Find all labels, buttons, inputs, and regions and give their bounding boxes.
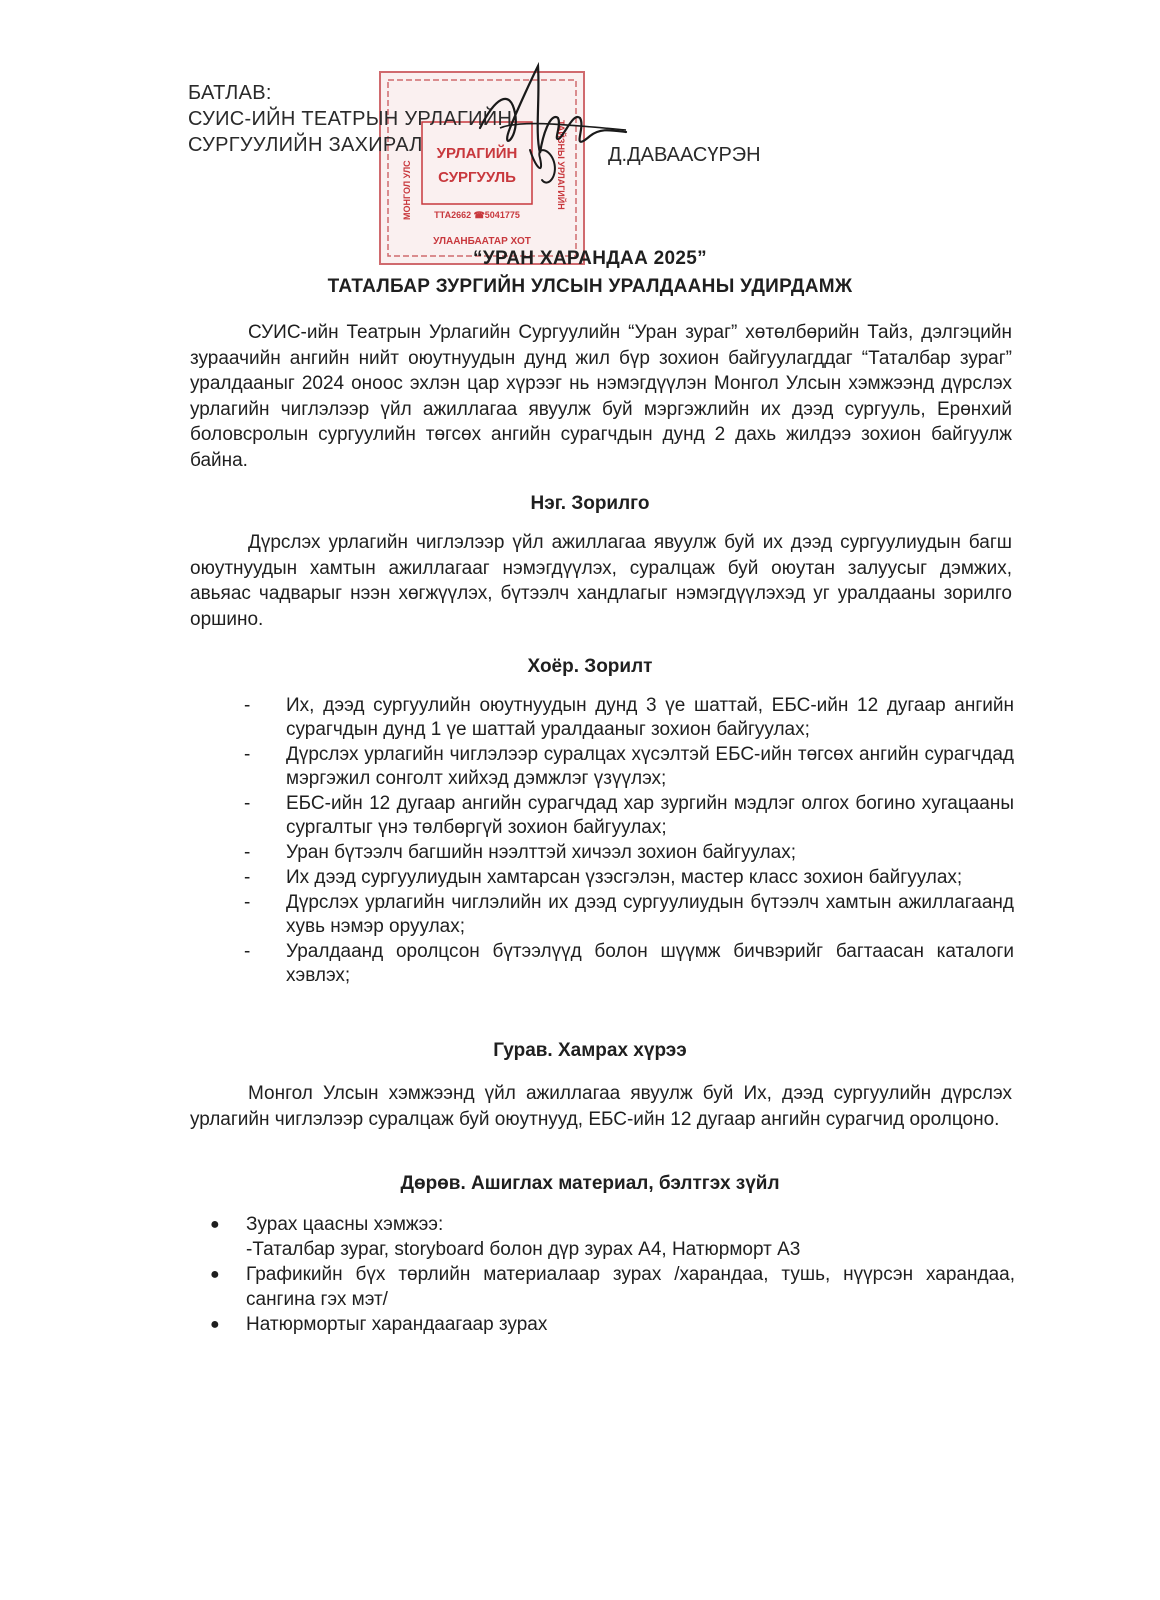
objectives-list bbox=[244, 694, 1014, 989]
bullet-icon: ● bbox=[210, 1316, 220, 1333]
approval-position: СУРГУУЛИЙН ЗАХИРАЛ bbox=[188, 134, 423, 156]
bullet-icon: ● bbox=[210, 1266, 220, 1283]
intro-paragraph: СУИС-ийн Театрын Урлагийн Сургуулийн “Уран зураг” хөтөлбөрийн Тайз, дэлгэцийн зураачийн ангийн нийт оюутнуудын дунд жил бүр зохион байгуулагддаг “Таталбар зураг” уралдааныг 2024 оноос эхлэн цар хүрээг нь нэмэгдүүлэн Монгол Улсын хэмжээнд дүрслэх урлагийн чиглэлээр үйл ажиллагаа явуулж буй мэргэжлийн их дээд сургууль, Ерөнхий боловсролын сургуулийн төгсөх ангийн сурагчдын дунд 2 дахь жилдээ зохион байгуулж байна. bbox=[190, 322, 1012, 471]
stamp-line1: УРЛАГИЙН bbox=[436, 145, 518, 162]
section3-paragraph: Монгол Улсын хэмжээнд үйл ажиллагаа явуулж буй Их, дээд сургуулийн дүрслэх урлагийн чиглэлээр суралцаж буй оюутнууд, ЕБС-ийн 12 дугаар ангийн сурагчид оролцоно. bbox=[190, 1083, 1012, 1130]
document-title-line2: ТАТАЛБАР ЗУРГИЙН УЛСЫН УРАЛДААНЫ УДИРДАМЖ bbox=[327, 276, 853, 297]
list-item: - Их дээд сургуулиудын хамтарсан үзэсгэлэн, мастер класс зохион байгуулах; bbox=[244, 867, 963, 888]
section1-paragraph: Дүрслэх урлагийн чиглэлээр үйл ажиллагаа явуулж буй их дээд сургуулиудын багш оюутнуудын хамтын ажиллагааг нэмэгдүүлэх, суралцаж буй оюутан залуусыг дэмжих, авьяас чадварыг нээн хөгжүүлэх, бүтээлч хандлагыг нэмэгдүүлэхэд уг уралдааны зорилго оршино. bbox=[190, 532, 1012, 630]
list-item: - ЕБС-ийн 12 дугаар ангийн сурагчдад хар зургийн мэдлэг олгох богино хугацааны сургалтыг үнэ төлбөргүй зохион байгуулах; bbox=[244, 793, 1014, 838]
materials-list bbox=[210, 1212, 1015, 1337]
stamp-left-text: МОНГОЛ УЛС bbox=[402, 160, 412, 220]
list-item: - Их, дээд сургуулийн оюутнуудын дунд 3 үе шаттай, ЕБС-ийн 12 дугаар ангийн сурагчдын дунд 1 үе шаттай уралдааныг зохион байгуулах; bbox=[244, 695, 1014, 740]
bullet-icon: ● bbox=[210, 1216, 220, 1233]
list-item: ● Зурах цаасны хэмжээ: -Таталбар зураг, storyboard болон дүр зурах А4, Натюрморт А3 bbox=[210, 1214, 801, 1260]
section1-heading: Нэг. Зорилго bbox=[530, 493, 650, 514]
stamp-line2: СУРГУУЛЬ bbox=[438, 169, 516, 186]
handwritten-signature bbox=[440, 58, 630, 208]
list-item: - Дүрслэх урлагийн чиглэлээр суралцах хүсэлтэй ЕБС-ийн төгсөх ангийн сурагчдад мэргэжил сонголт хийхэд дэмжлэг үзүүлэх; bbox=[244, 744, 1014, 789]
section4-heading: Дөрөв. Ашиглах материал, бэлтгэх зүйл bbox=[400, 1173, 780, 1194]
section3-heading: Гурав. Хамрах хүрээ bbox=[493, 1040, 687, 1061]
approval-org: СУИС-ИЙН ТЕАТРЫН УРЛАГИЙН bbox=[188, 108, 513, 130]
list-item: ● Графикийн бүх төрлийн материалаар зурах /харандаа, тушь, нүүрсэн харандаа, сангина гэх мэт/ bbox=[210, 1264, 1015, 1310]
section2-heading: Хоёр. Зорилт bbox=[527, 656, 653, 677]
stamp-city: УЛААНБААТАР ХОТ bbox=[433, 236, 531, 247]
list-item: - Уралдаанд оролцсон бүтээлүүд болон шүүмж бичвэрийг багтаасан каталоги хэвлэх; bbox=[244, 941, 1014, 986]
list-item: - Дүрслэх урлагийн чиглэлийн их дээд сургуулиудын бүтээлч хамтын ажиллагаанд хувь нэмэр оруулах; bbox=[244, 892, 1014, 937]
list-item: ● Натюрмортыг харандаагаар зурах bbox=[210, 1314, 548, 1335]
approval-label: БАТЛАВ: bbox=[188, 82, 272, 104]
director-name: Д.ДАВААСҮРЭН bbox=[608, 144, 761, 166]
list-item: - Уран бүтээлч багшийн нээлттэй хичээл зохион байгуулах; bbox=[244, 842, 796, 863]
stamp-reg: ТТА2662 ☎5041775 bbox=[434, 210, 520, 220]
document-title-line1: “УРАН ХАРАНДАА 2025” bbox=[473, 248, 707, 269]
stamp-right-text: ТАЙЗНЫ УРЛАГИЙН bbox=[556, 120, 566, 210]
